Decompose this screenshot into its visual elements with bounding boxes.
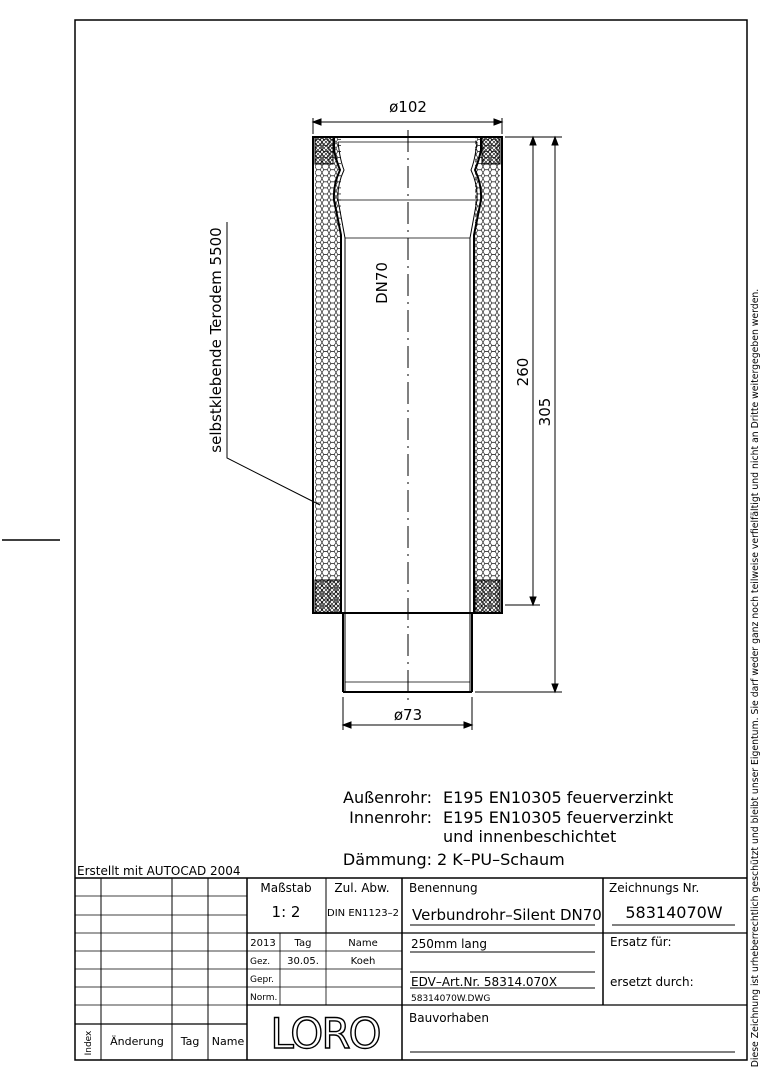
edv-number: EDV–Art.Nr. 58314.070X <box>411 975 558 989</box>
rev-index: Index <box>84 1030 94 1056</box>
outer-pipe-label: Außenrohr: <box>343 788 432 807</box>
scale-header: Maßstab <box>260 881 312 895</box>
seal-bottom-right <box>475 580 500 613</box>
insulation-value: 2 K–PU–Schaum <box>437 850 565 869</box>
drawn-name: Koeh <box>350 956 376 967</box>
norm-label: Norm. <box>250 993 278 1003</box>
replaced-by: ersetzt durch: <box>610 975 694 989</box>
inner-pipe-label: Innenrohr: <box>349 808 432 827</box>
dim-length-260: 260 <box>514 357 532 387</box>
label-insulation-tape: selbstklebende Terodem 5500 <box>207 227 225 453</box>
drawing-no-header: Zeichnungs Nr. <box>609 881 700 895</box>
inner-pipe-value-2: und innenbeschichtet <box>443 827 617 846</box>
dwg-file: 58314070W.DWG <box>411 994 491 1004</box>
logo: LORO <box>270 1009 380 1058</box>
seal-bottom-left <box>315 580 341 613</box>
drawn-label: Gez. <box>250 957 271 967</box>
name-value: Verbundrohr–Silent DN70 <box>412 906 602 924</box>
outer-pipe-value: E195 EN10305 feuerverzinkt <box>443 788 674 807</box>
drawn-date: 30.05. <box>287 956 319 967</box>
pipe-section <box>313 130 502 700</box>
created-with: Erstellt mit AUTOCAD 2004 <box>77 864 241 878</box>
rev-change: Änderung <box>110 1035 164 1048</box>
length-note: 250mm lang <box>411 937 488 951</box>
seal-top-right <box>482 137 500 164</box>
dim-length-305: 305 <box>536 397 554 427</box>
insulation-label: Dämmung: <box>342 850 432 869</box>
checked-label: Gepr. <box>250 975 274 985</box>
rev-name: Name <box>211 1035 245 1048</box>
material-notes <box>343 788 673 869</box>
dim-inner-diameter: ø73 <box>393 706 423 724</box>
dim-outer-diameter: ø102 <box>389 98 427 116</box>
seal-top-left <box>315 137 333 164</box>
insulation-left <box>315 137 341 613</box>
copyright-note: Diese Zeichnung ist urheberrechtlich geschützt und bleibt unser Eigentum. Sie darf weder ganz noch teilweise verfielfältigt und nicht an Dritte weitergegeben werden. <box>750 288 761 1068</box>
replacement-for: Ersatz für: <box>610 935 672 949</box>
name-header: Benennung <box>409 881 478 895</box>
tolerance-header: Zul. Abw. <box>334 881 390 895</box>
scale-value: 1: 2 <box>271 903 301 921</box>
dimensions <box>227 118 562 730</box>
day-header: Tag <box>294 938 312 949</box>
tolerance-value: DIN EN1123–2 <box>327 908 399 919</box>
name-col-header: Name <box>348 938 378 949</box>
inner-pipe-value: E195 EN10305 feuerverzinkt <box>443 808 674 827</box>
year: 2013 <box>250 938 276 949</box>
drawing-no-value: 58314070W <box>625 903 723 922</box>
label-dn: DN70 <box>373 262 391 304</box>
rev-day: Tag <box>180 1035 200 1048</box>
project: Bauvorhaben <box>409 1011 489 1025</box>
